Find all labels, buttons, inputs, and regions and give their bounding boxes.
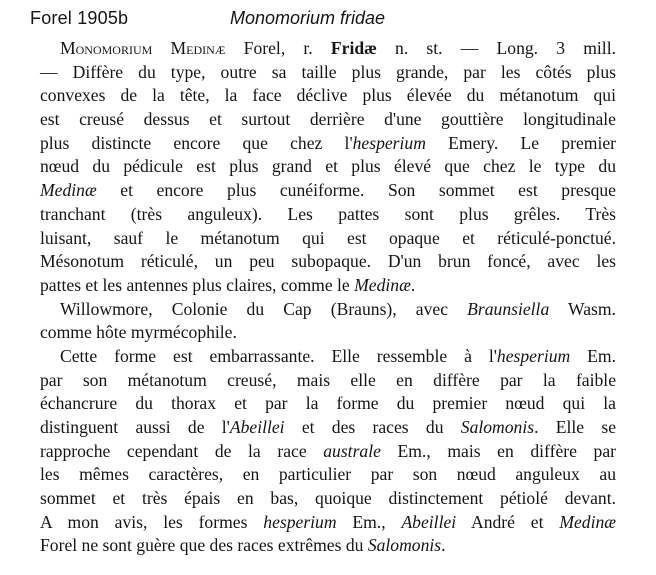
paragraph	[40, 345, 616, 558]
text-line	[40, 511, 616, 535]
text-line	[40, 132, 616, 156]
text-segment: A mon avis, les formes	[40, 511, 264, 532]
text-line	[40, 203, 616, 227]
text-segment: et encore plus cunéiforme. Son sommet est presque	[96, 180, 616, 201]
text-segment: par son métanotum creusé, mais elle en diffère par la faible	[40, 369, 616, 390]
text-segment: Em., mais en diffère par	[380, 440, 616, 461]
text-segment: Forel ne sont guère que des races extrêmes du	[40, 535, 368, 556]
taxon-name: Monomorium Medinæ	[60, 38, 226, 58]
text-line	[40, 321, 616, 345]
italic-term: australe	[323, 440, 381, 461]
text-line	[40, 227, 616, 251]
paragraph	[40, 298, 616, 345]
text-line	[40, 440, 616, 464]
text-segment: .	[410, 274, 416, 295]
text-line	[40, 534, 616, 558]
text-segment: n. st. — Long. 3 mill.	[376, 38, 616, 58]
taxon-title: Monomorium fridae	[230, 8, 386, 28]
text-segment: nœud du pédicule est plus grand et plus élevé que chez le type du	[40, 156, 616, 177]
text-line	[40, 369, 616, 393]
italic-term: Salomonis	[460, 417, 535, 437]
text-segment: convexes de la tête, la face déclive plus élevée du métanotum qui	[40, 85, 616, 106]
italic-term: Medinæ	[40, 180, 97, 201]
text-segment: Cette forme est embarrassante. Elle ressemble à l'	[60, 345, 497, 366]
text-segment: Willowmore, Colonie du Cap (Brauns), avec	[60, 298, 468, 319]
italic-term: Medinæ	[559, 511, 616, 532]
text-segment: tranchant (très anguleux). Les pattes sont plus grêles. Très	[40, 203, 616, 224]
text-line	[40, 37, 616, 61]
paragraph	[40, 37, 616, 298]
italic-term: Salomonis	[367, 535, 442, 556]
text-segment: . Elle se	[534, 417, 617, 437]
text-line	[40, 487, 616, 511]
text-line	[40, 345, 616, 369]
italic-term: Medinæ	[354, 274, 411, 295]
text-line	[40, 61, 616, 85]
italic-term: hesperium	[352, 132, 426, 153]
text-line	[40, 298, 616, 322]
text-line	[40, 392, 616, 416]
italic-term: Abeillei	[229, 417, 285, 437]
text-segment: et des races du	[284, 417, 461, 437]
text-segment: échancrure du thorax et par la forme du premier nœud qui la	[40, 393, 616, 414]
text-segment: pattes et les antennes plus claires, comme le	[40, 274, 355, 295]
text-segment: rapproche cependant de la race	[40, 440, 324, 461]
text-segment: Em.	[570, 345, 617, 366]
text-segment: luisant, sauf le métanotum qui est opaque et réticulé-ponctué.	[40, 227, 616, 248]
italic-term: Braunsiella	[467, 298, 550, 319]
text-line	[40, 250, 616, 274]
text-segment: Wasm.	[549, 298, 616, 319]
text-segment: les mêmes caractères, en particulier par son nœud anguleux au	[40, 464, 616, 485]
document-body	[40, 37, 616, 558]
page-header	[30, 8, 630, 34]
text-segment: Em.,	[336, 511, 402, 532]
text-segment: distinguent aussi de l'	[40, 417, 230, 437]
text-segment: .	[441, 535, 446, 556]
text-line	[40, 274, 616, 298]
text-segment: Emery. Le premier	[425, 132, 617, 153]
italic-term: Abeillei	[401, 511, 457, 532]
text-segment: — Diffère du type, outre sa taille plus grande, par les côtés plus	[40, 61, 616, 82]
text-segment: André et	[456, 511, 560, 532]
text-line	[40, 108, 616, 132]
text-segment: Forel, r.	[225, 38, 331, 58]
new-taxon-name: Fridæ	[330, 38, 377, 58]
text-segment: comme hôte myrmécophile.	[40, 322, 237, 343]
text-line	[40, 463, 616, 487]
italic-term: hesperium	[263, 511, 337, 532]
italic-term: hesperium	[496, 345, 571, 366]
text-line	[40, 179, 616, 203]
text-line	[40, 416, 616, 440]
text-segment: plus distincte encore que chez l'	[40, 132, 353, 153]
text-segment: Mésonotum réticulé, un peu subopaque. D'un brun foncé, avec les	[40, 251, 616, 272]
text-line	[40, 155, 616, 179]
text-segment: est creusé dessus et surtout derrière d'une gouttière longitudinale	[40, 109, 616, 130]
text-line	[40, 84, 616, 108]
citation-label: Forel 1905b	[30, 8, 129, 28]
text-segment: sommet et très épais en bas, quoique distinctement pétiolé devant.	[40, 488, 616, 509]
